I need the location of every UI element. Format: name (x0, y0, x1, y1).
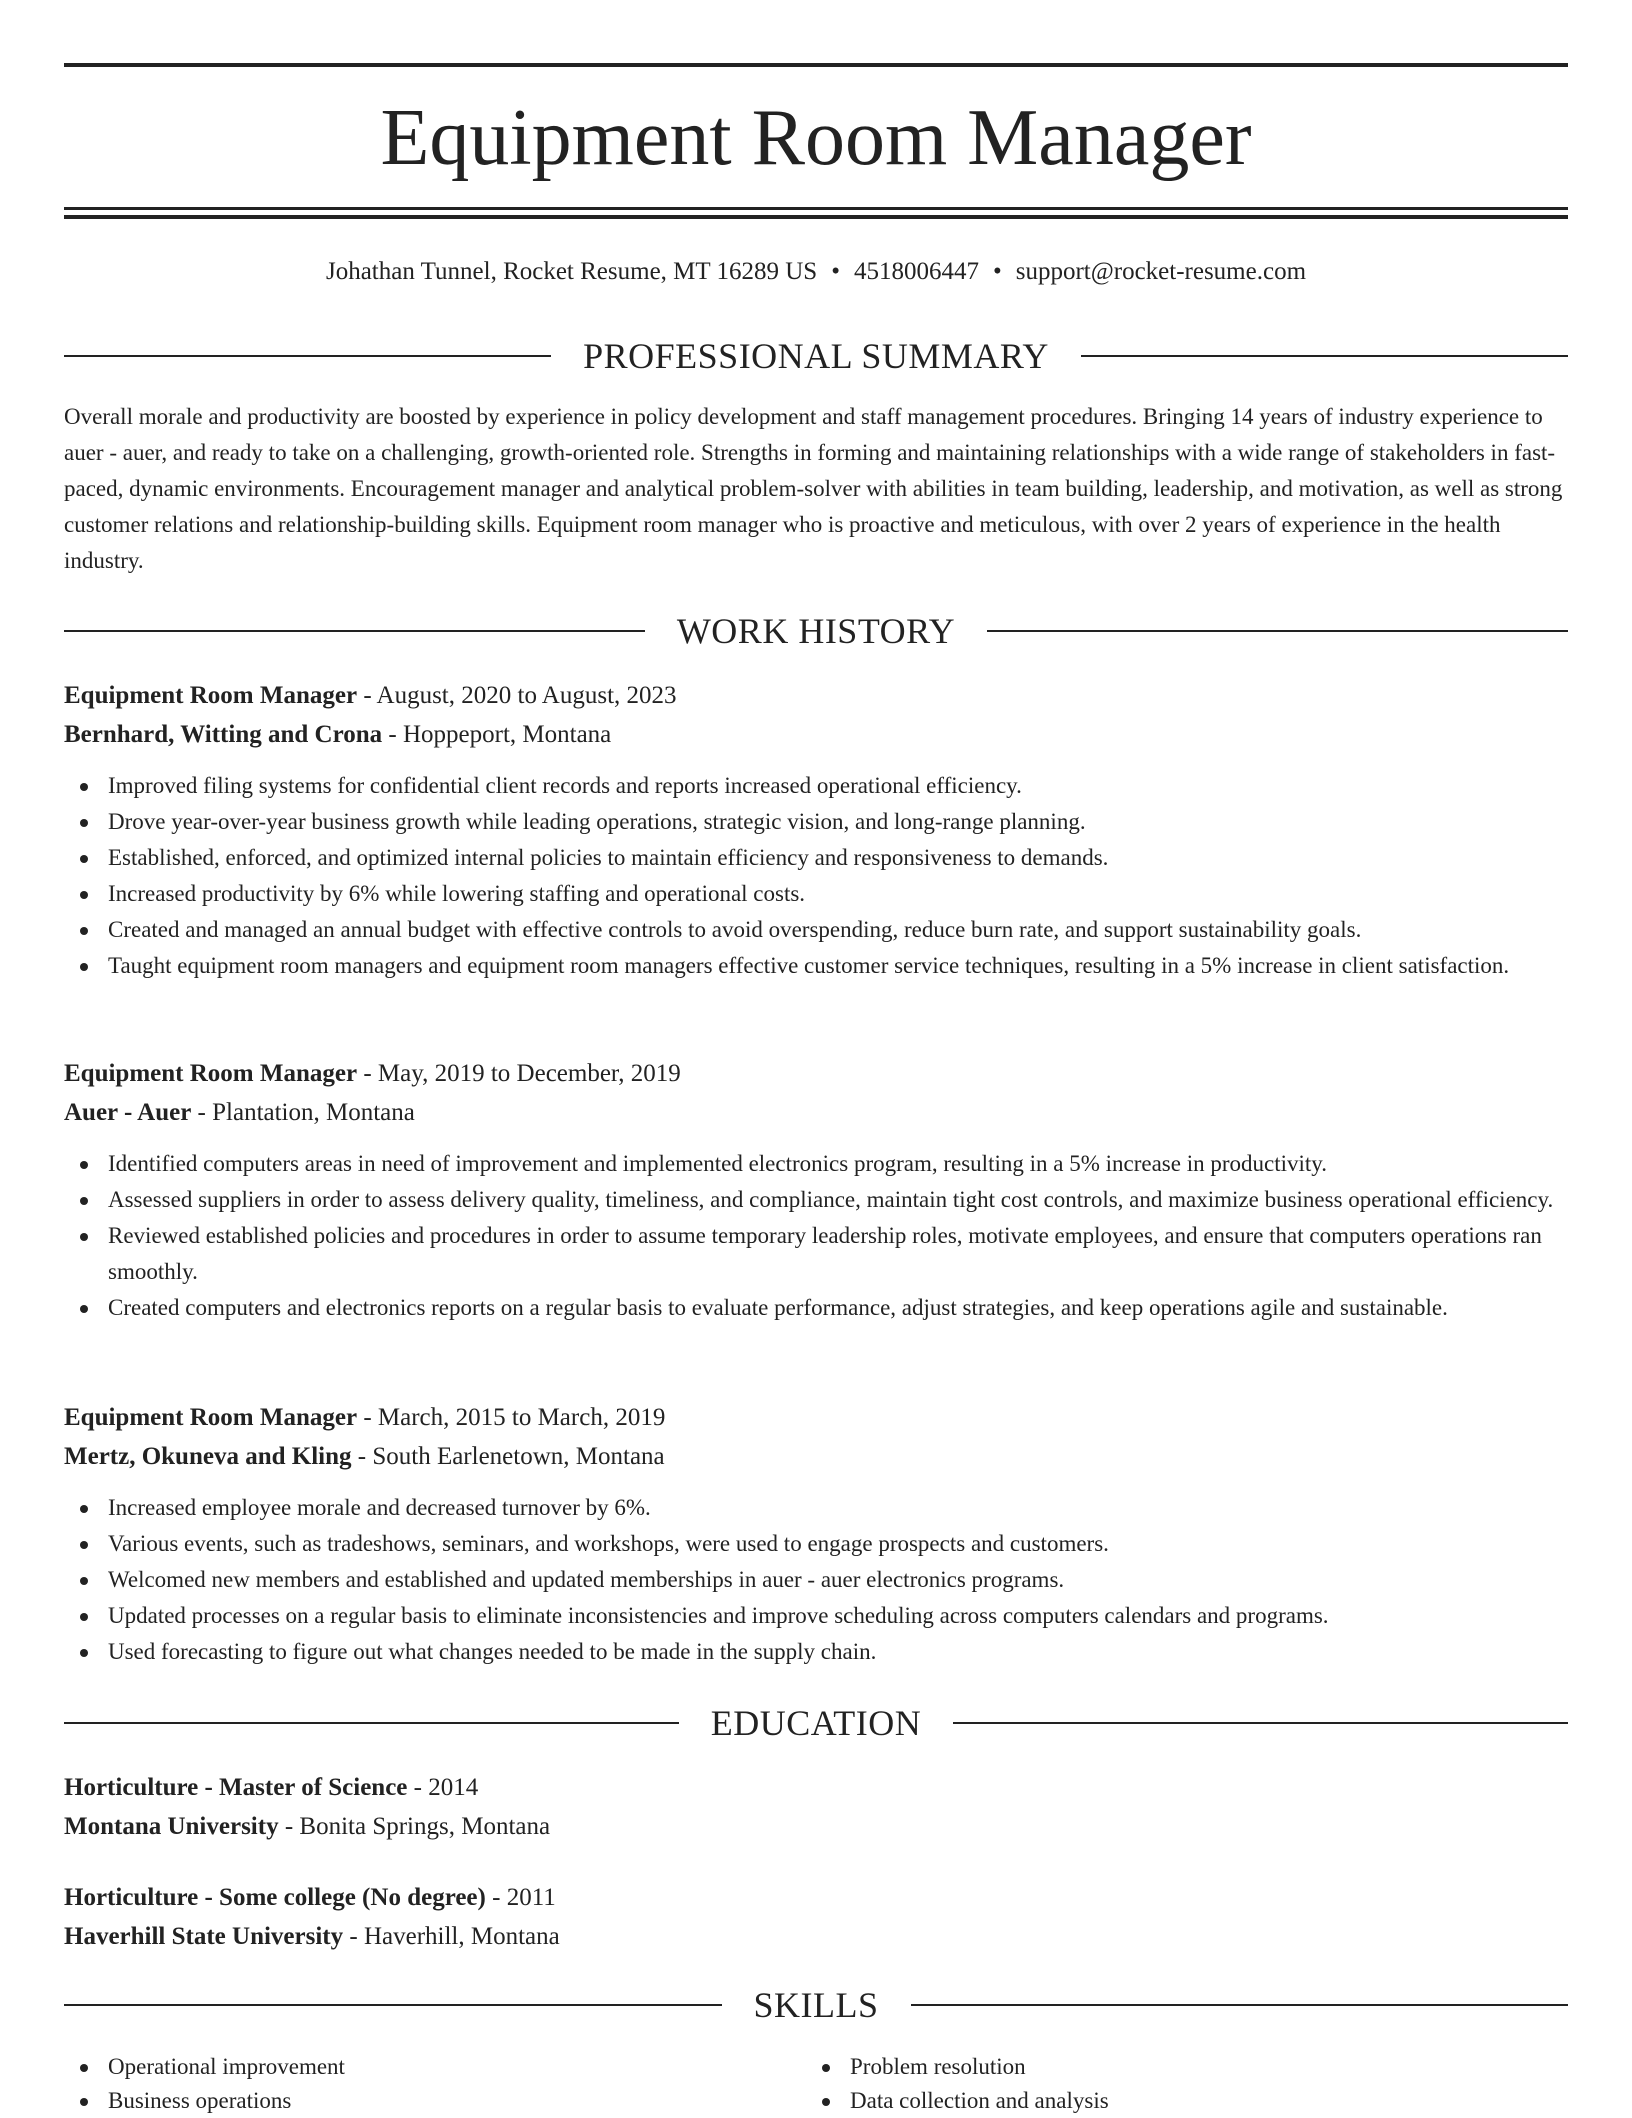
job-entry (64, 676, 1568, 984)
bullet-dot (80, 927, 88, 935)
degree-line (64, 1878, 1568, 1917)
education-entry (64, 1878, 1568, 1956)
bullet-text: Welcomed new members and established and updated memberships in auer - auer electronics programs. (108, 1567, 1065, 1592)
title-rule-lower (64, 215, 1568, 219)
dash: - (191, 1099, 213, 1126)
dash: - (382, 721, 403, 748)
bullet-dot (80, 891, 88, 899)
job-title-line (64, 1398, 1568, 1437)
bullet-item (64, 1146, 1568, 1182)
job-entry (64, 1054, 1568, 1326)
dash: - (357, 682, 377, 709)
dash: - (278, 1813, 300, 1840)
bullet-text: Created computers and electronics reports on a regular basis to evaluate performance, adjust strategies, and keep operations agile and sustainable. (108, 1295, 1448, 1320)
bullet-item (64, 1526, 1568, 1562)
section-title: PROFESSIONAL SUMMARY (583, 336, 1049, 376)
job-bullets (64, 1146, 1568, 1326)
bullet-item (64, 1290, 1568, 1326)
school: Haverhill State University (64, 1923, 344, 1950)
job-company: Auer - Auer (64, 1099, 192, 1126)
bullet-dot (80, 2064, 88, 2072)
job-location: Plantation, Montana (212, 1099, 415, 1126)
dash: - (357, 1060, 378, 1087)
bullet-dot (80, 1577, 88, 1585)
contact-separator: • (831, 258, 840, 285)
bullet-text: Taught equipment room managers and equipment room managers effective customer service techniques, resulting in a 5% increase in client satisfaction. (108, 953, 1510, 978)
section-heading-education (64, 1703, 1568, 1743)
heading-rule (911, 2004, 1569, 2006)
degree-line (64, 1768, 1568, 1807)
bullet-dot (80, 1161, 88, 1169)
bullet-dot (80, 1541, 88, 1549)
section-title: EDUCATION (710, 1703, 922, 1743)
skill-text: Data collection and analysis (850, 2088, 1109, 2113)
job-company-line (64, 1093, 1568, 1132)
bullet-dot (80, 1505, 88, 1513)
bullet-item (64, 1218, 1568, 1290)
school: Montana University (64, 1813, 279, 1840)
degree: Horticulture - Some college (No degree) (64, 1884, 486, 1911)
school-line (64, 1807, 1568, 1846)
bullet-dot (80, 1613, 88, 1621)
resume-title: Equipment Room Manager (380, 94, 1252, 182)
section-title: WORK HISTORY (676, 611, 956, 651)
job-company-line (64, 715, 1568, 754)
summary-text: Overall morale and productivity are boosted by experience in policy development and staff management procedures. Bringing 14 years of industry experience to auer - auer, and ready to take on a challenging, growth-oriented role. Strengths in forming and maintaining relationships with a wide range of stakeholders in fast-paced, dynamic environments. Encouragement manager and analytical problem-solver with abilities in team building, leadership, and motivation, as well as strong customer relations and relationship-building skills. Equipment room manager who is proactive and meticulous, with over 2 years of experience in the health industry. (64, 404, 1563, 573)
skill-item (64, 2084, 806, 2118)
bullet-dot (80, 1233, 88, 1241)
bullet-item (64, 768, 1568, 804)
bullet-text: Increased employee morale and decreased turnover by 6%. (108, 1495, 651, 1520)
top-rule (64, 63, 1568, 67)
bullet-dot (822, 2098, 830, 2106)
bullet-text: Drove year-over-year business growth while leading operations, strategic vision, and long-range planning. (108, 809, 1086, 834)
skills-column-left (64, 2050, 806, 2118)
dash: - (343, 1923, 364, 1950)
job-company: Bernhard, Witting and Crona (64, 721, 383, 748)
job-company: Mertz, Okuneva and Kling (64, 1443, 352, 1470)
job-title-line (64, 676, 1568, 715)
contact-email: support@rocket-resume.com (1015, 258, 1307, 285)
bullet-dot (80, 1197, 88, 1205)
heading-rule (1081, 355, 1568, 357)
contact-separator: • (992, 258, 1002, 285)
dash: - (485, 1884, 507, 1911)
skill-text: Business operations (108, 2088, 292, 2113)
job-title-line (64, 1054, 1568, 1093)
graduation-year: 2011 (506, 1884, 556, 1911)
bullet-dot (80, 1305, 88, 1313)
job-title: Equipment Room Manager (64, 682, 358, 709)
contact-line (64, 254, 1568, 290)
section-heading-summary (64, 336, 1568, 376)
section-heading-skills (64, 1985, 1568, 2025)
bullet-text: Assessed suppliers in order to assess delivery quality, timeliness, and compliance, maintain tight cost controls, and maximize business operational efficiency. (108, 1187, 1554, 1212)
bullet-dot (80, 963, 88, 971)
dash: - (407, 1774, 429, 1801)
skill-item (806, 2050, 1548, 2084)
contact-phone: 4518006447 (853, 258, 979, 285)
degree: Horticulture - Master of Science (64, 1774, 408, 1801)
dash: - (351, 1443, 373, 1470)
bullet-text: Increased productivity by 6% while lowering staffing and operational costs. (108, 881, 806, 906)
bullet-item (64, 948, 1568, 984)
job-location: Hoppeport, Montana (402, 721, 612, 748)
section-title: SKILLS (753, 1985, 879, 2025)
bullet-dot (80, 1649, 88, 1657)
bullet-item (64, 1598, 1568, 1634)
bullet-item (64, 912, 1568, 948)
job-company-line (64, 1437, 1568, 1476)
skill-text: Problem resolution (850, 2054, 1026, 2079)
bullet-text: Various events, such as tradeshows, seminars, and workshops, were used to engage prospects and customers. (108, 1531, 1109, 1556)
heading-rule (64, 2004, 722, 2006)
bullet-item (64, 1562, 1568, 1598)
dash: - (357, 1404, 378, 1431)
school-location: Bonita Springs, Montana (299, 1813, 551, 1840)
bullet-text: Reviewed established policies and procedures in order to assume temporary leadership roles, motivate employees, and ensure that computers operations ran smoothly. (108, 1223, 1542, 1284)
bullet-dot (80, 855, 88, 863)
heading-rule (64, 355, 551, 357)
bullet-text: Used forecasting to figure out what changes needed to be made in the supply chain. (108, 1639, 877, 1664)
bullet-item (64, 840, 1568, 876)
bullet-text: Identified computers areas in need of improvement and implemented electronics program, resulting in a 5% increase in productivity. (108, 1151, 1328, 1176)
bullet-text: Established, enforced, and optimized internal policies to maintain efficiency and responsiveness to demands. (108, 845, 1109, 870)
job-title: Equipment Room Manager (64, 1060, 358, 1087)
job-bullets (64, 768, 1568, 984)
bullet-dot (80, 2098, 88, 2106)
bullet-dot (80, 819, 88, 827)
bullet-text: Improved filing systems for confidential client records and reports increased operational efficiency. (108, 773, 1022, 798)
heading-rule (987, 630, 1568, 632)
heading-rule (64, 630, 645, 632)
job-bullets (64, 1490, 1568, 1670)
school-line (64, 1917, 1568, 1956)
bullet-text: Created and managed an annual budget with effective controls to avoid overspending, reduce burn rate, and support sustainability goals. (108, 917, 1362, 942)
job-dates: August, 2020 to August, 2023 (376, 682, 677, 709)
skills-list (64, 2050, 1568, 2118)
bullet-item (64, 1490, 1568, 1526)
skill-item (806, 2084, 1548, 2118)
bullet-dot (822, 2064, 830, 2072)
heading-rule (953, 1722, 1568, 1724)
job-title: Equipment Room Manager (64, 1404, 358, 1431)
skills-column-right (806, 2050, 1548, 2118)
bullet-item (64, 1182, 1568, 1218)
bullet-item (64, 1634, 1568, 1670)
education-entry (64, 1768, 1568, 1846)
bullet-text: Updated processes on a regular basis to eliminate inconsistencies and improve scheduling across computers calendars and programs. (108, 1603, 1329, 1628)
heading-rule (64, 1722, 679, 1724)
graduation-year: 2014 (428, 1774, 479, 1801)
job-location: South Earlenetown, Montana (372, 1443, 665, 1470)
bullet-item (64, 876, 1568, 912)
title-rule-upper (64, 207, 1568, 210)
bullet-dot (80, 783, 88, 791)
section-heading-work-history (64, 611, 1568, 651)
contact-address: Johathan Tunnel, Rocket Resume, MT 16289 US (325, 258, 818, 285)
job-dates: May, 2019 to December, 2019 (377, 1060, 681, 1087)
job-entry (64, 1398, 1568, 1670)
school-location: Haverhill, Montana (363, 1923, 560, 1950)
job-dates: March, 2015 to March, 2019 (377, 1404, 666, 1431)
bullet-item (64, 804, 1568, 840)
skill-item (64, 2050, 806, 2084)
skill-text: Operational improvement (108, 2054, 345, 2079)
